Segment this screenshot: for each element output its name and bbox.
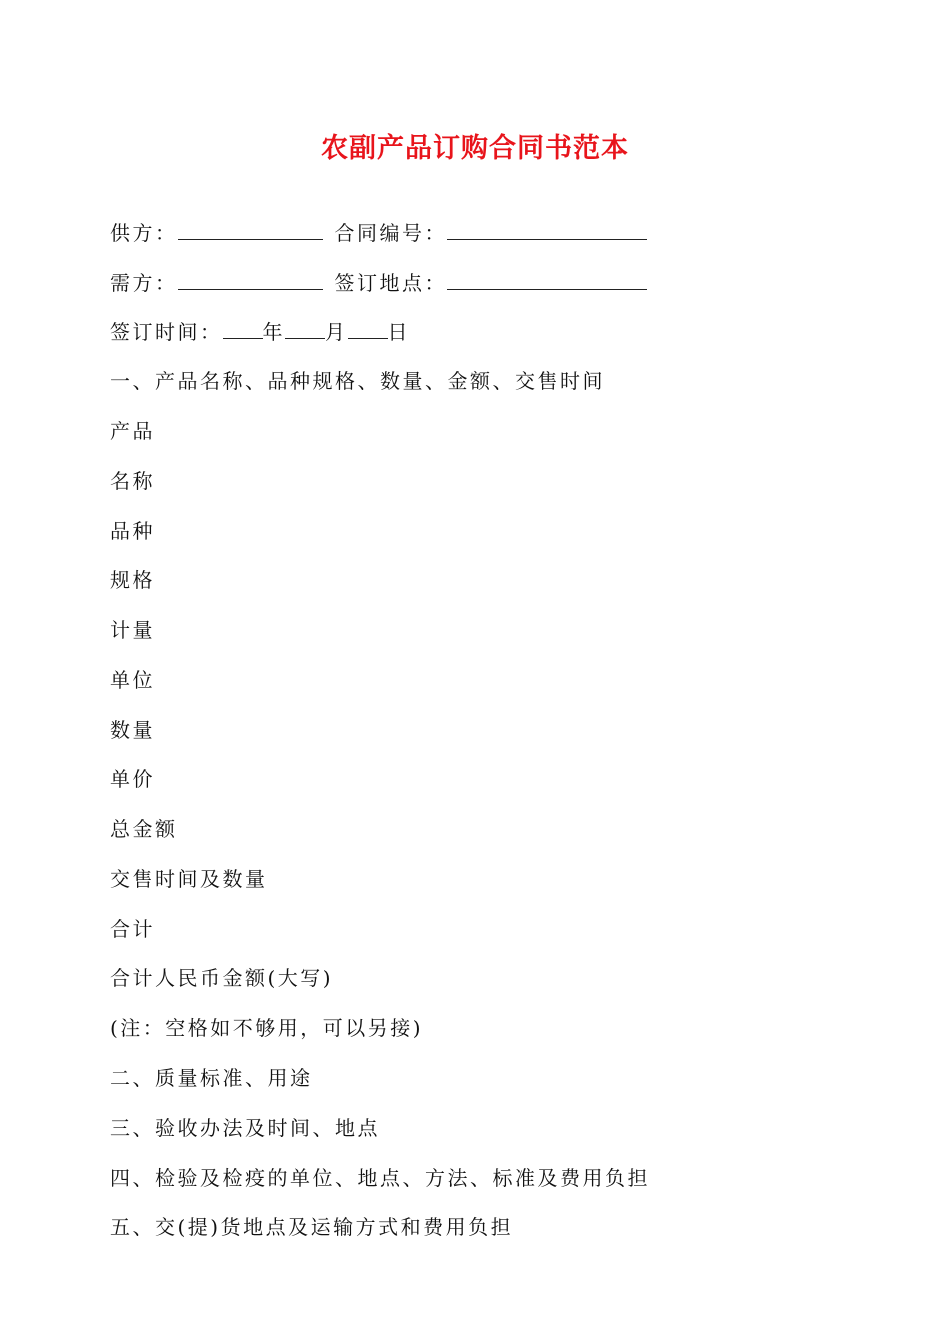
field-unit-price: 单价: [110, 767, 155, 791]
field-product: 产品: [110, 419, 155, 443]
day-blank: [348, 318, 388, 339]
buyer-label: 需方：: [110, 271, 178, 295]
supplier-blank: [178, 219, 323, 240]
contract-no-label: 合同编号：: [334, 221, 447, 245]
field-measure: 计量: [110, 618, 155, 642]
month-blank: [285, 318, 325, 339]
buyer-row: [110, 269, 647, 296]
month-label: 月: [325, 320, 348, 344]
contract-no-blank: [447, 219, 647, 240]
field-delivery-time-quantity: 交售时间及数量: [110, 867, 268, 891]
supplier-label: 供方：: [110, 221, 178, 245]
year-label: 年: [262, 320, 285, 344]
document-title: 农副产品订购合同书范本: [321, 133, 629, 164]
section-two-heading: 二、质量标准、用途: [110, 1066, 313, 1090]
field-spec: 规格: [110, 568, 155, 592]
note-line: (注：空格如不够用，可以另接): [110, 1016, 424, 1040]
year-blank: [223, 318, 263, 339]
field-total-amount: 总金额: [110, 817, 178, 841]
field-total-rmb: 合计人民币金额(大写): [110, 966, 334, 990]
section-four-heading: 四、检验及检疫的单位、地点、方法、标准及费用负担: [110, 1166, 650, 1190]
sign-place-blank: [447, 269, 647, 290]
sign-time-row: [110, 318, 410, 345]
field-variety: 品种: [110, 519, 155, 543]
sign-time-label: 签订时间：: [110, 320, 223, 344]
section-three-heading: 三、验收办法及时间、地点: [110, 1116, 380, 1140]
field-unit: 单位: [110, 668, 155, 692]
supplier-row: [110, 219, 647, 246]
section-one-heading: 一、产品名称、品种规格、数量、金额、交售时间: [110, 369, 605, 393]
buyer-blank: [178, 269, 323, 290]
field-name: 名称: [110, 469, 155, 493]
section-five-heading: 五、交(提)货地点及运输方式和费用负担: [110, 1215, 514, 1239]
field-quantity: 数量: [110, 718, 155, 742]
field-total: 合计: [110, 917, 155, 941]
sign-place-label: 签订地点：: [334, 271, 447, 295]
day-label: 日: [387, 320, 410, 344]
